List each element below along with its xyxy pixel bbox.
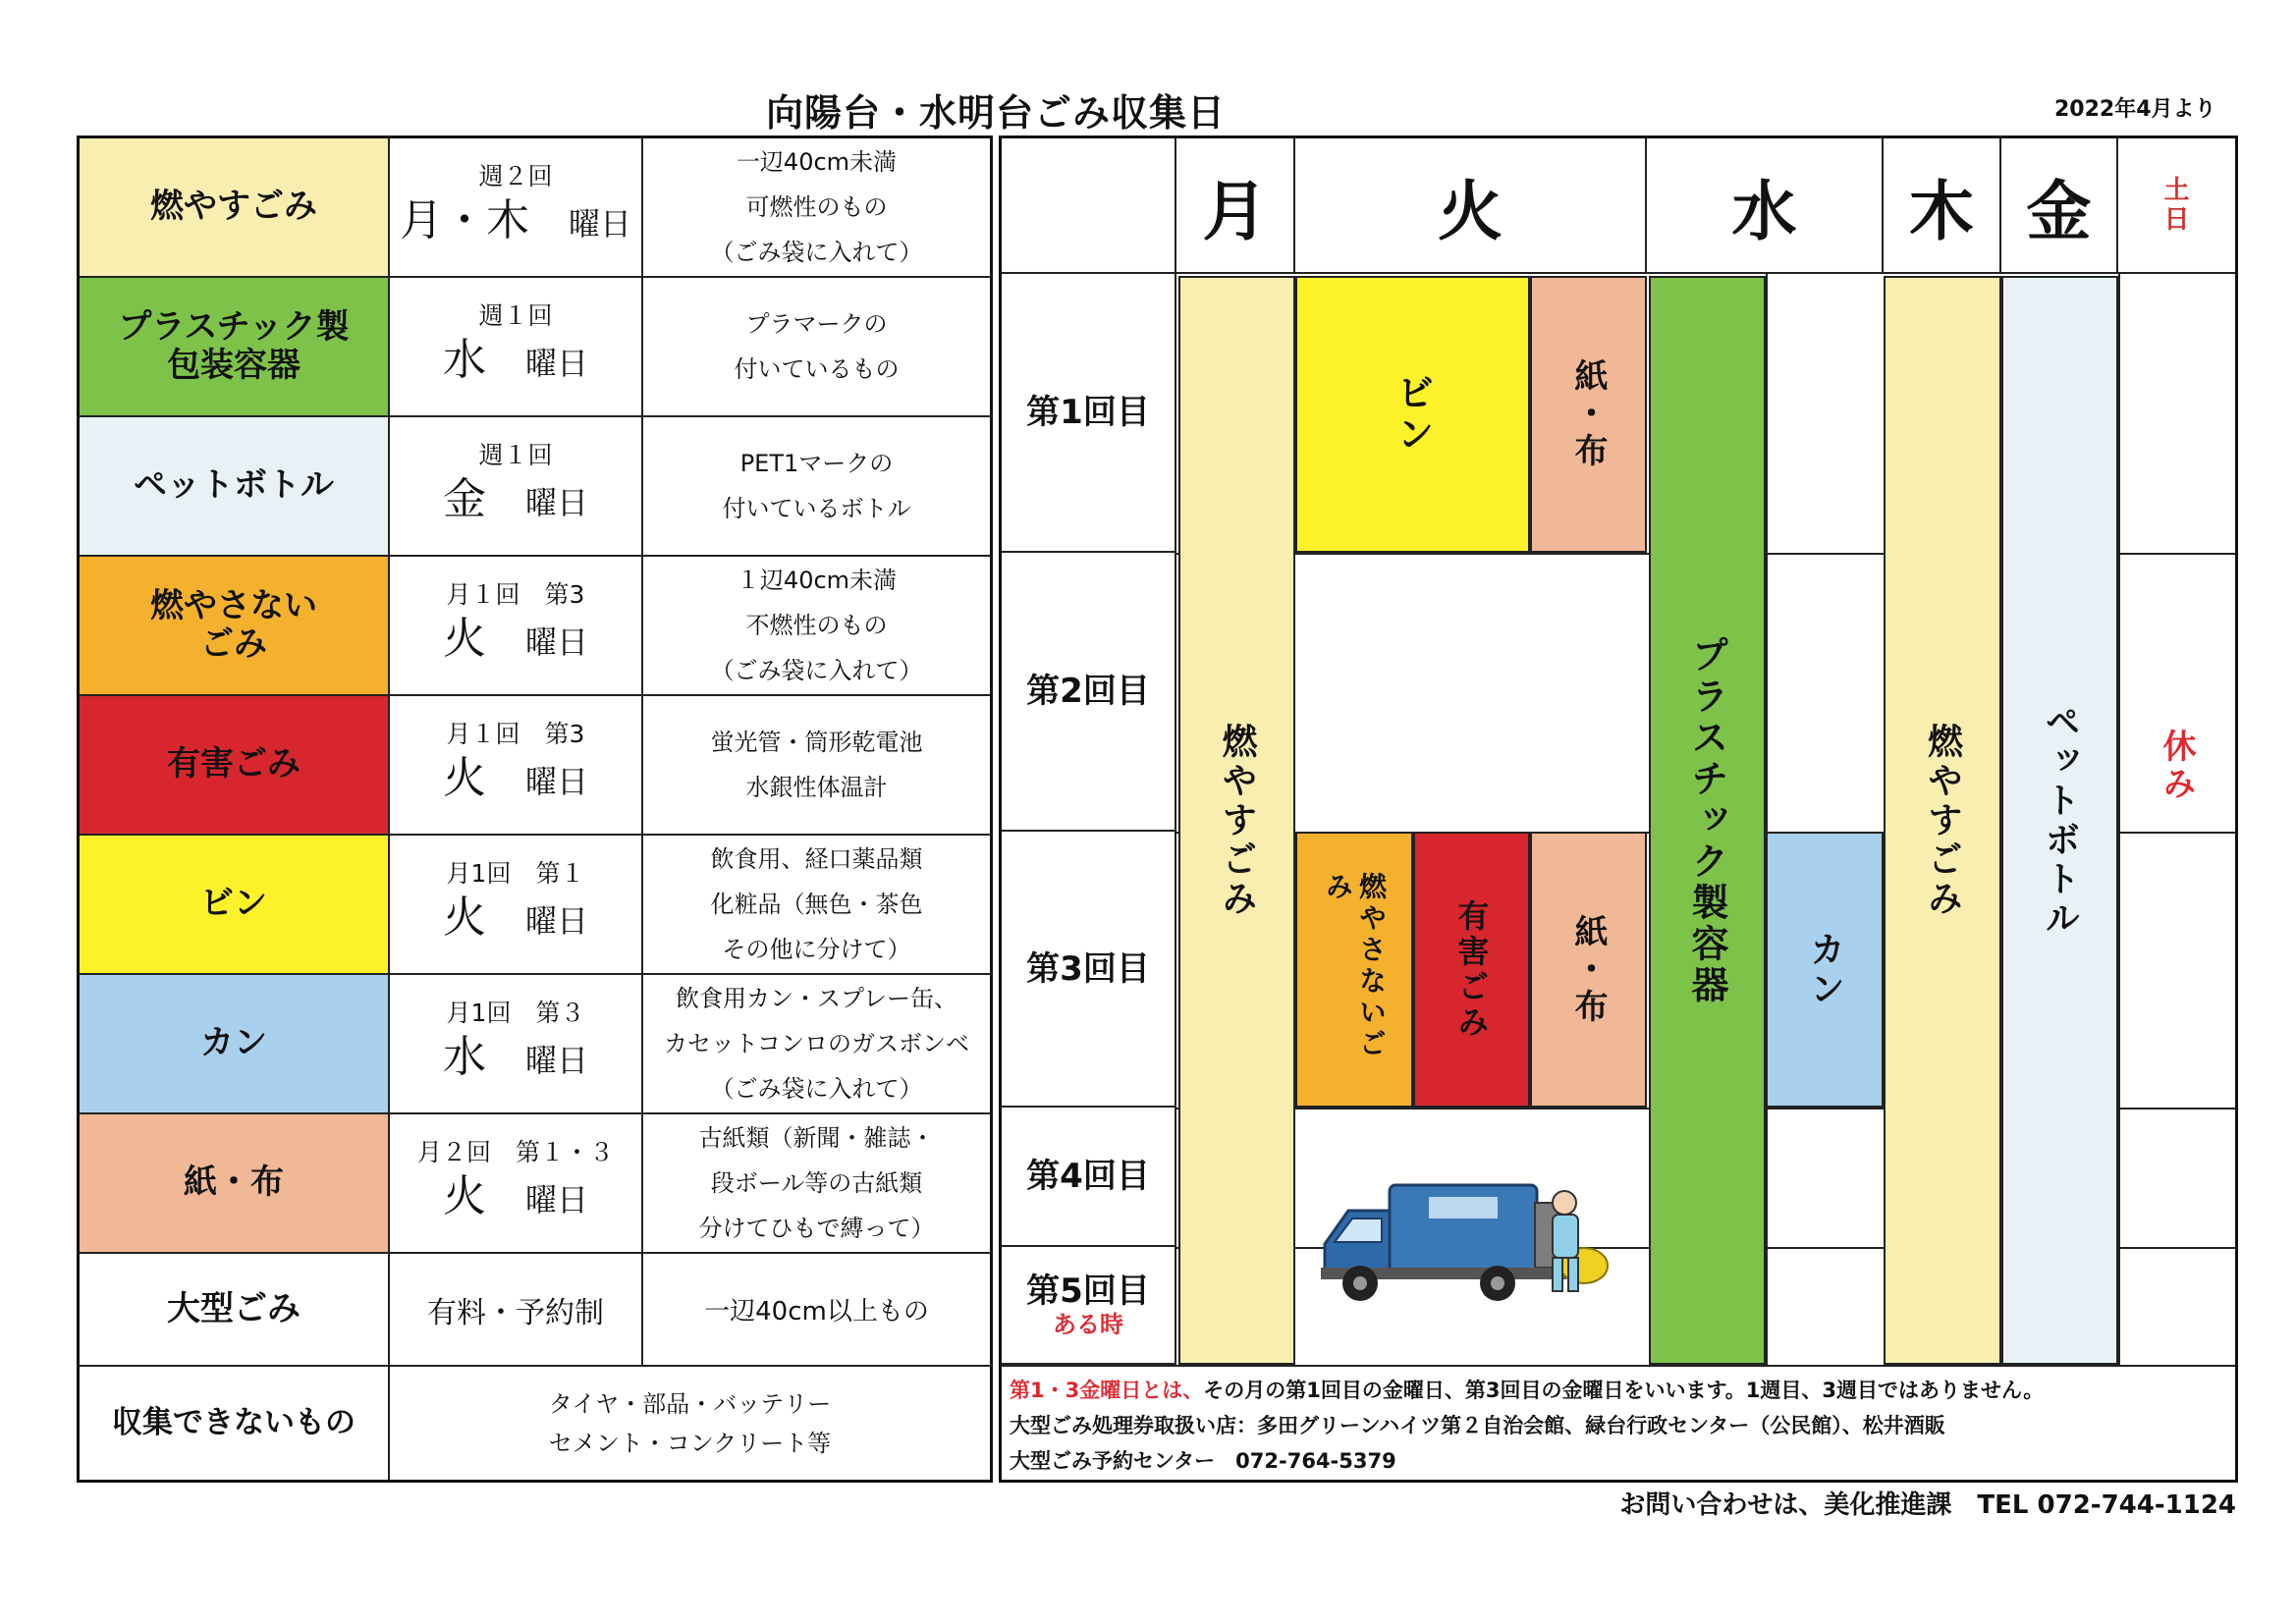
day-text: 火 bbox=[442, 1170, 486, 1221]
day-text: 金 bbox=[442, 473, 486, 524]
week-label-3 bbox=[1002, 832, 1176, 1108]
category-label: 紙・布 bbox=[184, 1163, 284, 1203]
day-text: 月・木 bbox=[399, 194, 529, 245]
ng-category-cell bbox=[80, 1367, 390, 1480]
note-line-1 bbox=[1010, 1373, 2227, 1408]
block-pet bbox=[2001, 276, 2118, 1365]
week-label-text: 第3回目 bbox=[1026, 948, 1150, 989]
block-label: プラスチック製容器 bbox=[1685, 634, 1728, 1006]
day-suffix: 曜日 bbox=[524, 1041, 588, 1079]
category-label: 燃やすごみ bbox=[150, 187, 317, 227]
note-text: その月の第1回目の金曜日、第3回目の金曜日をいいます。1週目、3週目ではありません。 bbox=[1203, 1379, 2045, 1402]
description-cell bbox=[643, 836, 990, 975]
day-header-wed: 水 bbox=[1647, 138, 1884, 274]
block-bin bbox=[1295, 276, 1530, 553]
frequency-text: 月１回 第3 bbox=[446, 579, 585, 609]
frequency-cell bbox=[390, 278, 643, 417]
day-suffix: 曜日 bbox=[524, 623, 588, 661]
frequency-cell bbox=[390, 138, 643, 278]
block-paper-week3 bbox=[1530, 832, 1647, 1108]
frequency-cell bbox=[390, 1114, 643, 1254]
collection-day bbox=[443, 749, 588, 811]
day-header-mon: 月 bbox=[1176, 138, 1295, 274]
contact-info: お問い合わせは、美化推進課 TEL 072-744-1124 bbox=[1619, 1490, 2236, 1520]
block-can bbox=[1766, 832, 1884, 1108]
day-header-sat: 土 bbox=[2163, 176, 2190, 205]
day-header-thu: 木 bbox=[1884, 138, 2001, 274]
notes-box bbox=[1002, 1365, 2235, 1480]
day-text: 火 bbox=[442, 613, 486, 664]
frequency-text: 月２回 第１・３ bbox=[416, 1137, 614, 1166]
effective-date: 2022年4月より bbox=[2054, 97, 2216, 122]
description-text: 飲食用、経口薬品類 化粧品（無色・茶色 その他に分けて） bbox=[710, 845, 923, 963]
collection-day bbox=[443, 470, 588, 532]
frequency-cell bbox=[390, 975, 643, 1114]
collection-day bbox=[400, 191, 631, 253]
day-suffix: 曜日 bbox=[524, 1180, 588, 1218]
ng-description-cell-text: タイヤ・部品・バッテリー セメント・コンクリート等 bbox=[548, 1389, 832, 1457]
frequency-cell bbox=[390, 557, 643, 696]
block-plastic bbox=[1649, 276, 1766, 1365]
collection-day bbox=[443, 610, 588, 672]
block-label: 有害ごみ bbox=[1452, 898, 1491, 1041]
block-thu-burnable bbox=[1884, 276, 2001, 1365]
block-label: 燃やすごみ bbox=[1217, 722, 1257, 919]
frequency-text: 月1回 第３ bbox=[446, 998, 585, 1027]
category-label: プラスチック製 包装容器 bbox=[118, 306, 350, 385]
day-text: 火 bbox=[442, 752, 486, 803]
page-title: 向陽台・水明台ごみ収集日 bbox=[766, 91, 1227, 135]
category-label: ビン bbox=[200, 884, 267, 924]
description-text: 飲食用カン・スプレー缶、 カセットコンロのガスボンベ （ごみ袋に入れて） bbox=[663, 985, 970, 1103]
ng-category-cell-text: 収集できないもの bbox=[112, 1404, 355, 1440]
category-cell bbox=[80, 278, 390, 417]
day-text: 水 bbox=[442, 1031, 486, 1082]
block-paper-week1 bbox=[1530, 276, 1647, 553]
category-cell bbox=[80, 696, 390, 836]
collection-day bbox=[443, 1028, 588, 1090]
block-hazardous bbox=[1413, 832, 1530, 1108]
block-label: 燃やさないごみ bbox=[1322, 871, 1388, 1060]
category-label: カン bbox=[200, 1023, 267, 1063]
note-line-3: 大型ごみ予約センター 072-764-5379 bbox=[1010, 1449, 1396, 1473]
frequency-text: 週２回 bbox=[478, 161, 553, 190]
day-suffix: 曜日 bbox=[524, 901, 588, 940]
description-text: 一辺40cm未満 可燃性のもの （ごみ袋に入れて） bbox=[710, 148, 923, 266]
week-label-4 bbox=[1002, 1108, 1176, 1247]
day-header-fri: 金 bbox=[2001, 138, 2118, 274]
day-suffix: 曜日 bbox=[524, 762, 588, 800]
block-label: カン bbox=[1804, 930, 1845, 1009]
day-header-tue: 火 bbox=[1295, 138, 1647, 274]
description-text: PET1マークの 付いているボトル bbox=[722, 450, 911, 522]
frequency-text: 月１回 第3 bbox=[446, 719, 585, 748]
category-cell bbox=[80, 138, 390, 278]
description-text: プラマークの 付いているもの bbox=[734, 310, 900, 383]
week-label-2 bbox=[1002, 553, 1176, 832]
frequency-text: 月1回 第１ bbox=[446, 858, 585, 888]
week-label-text: 第1回目 bbox=[1026, 393, 1150, 432]
block-label: 燃やすごみ bbox=[1922, 722, 1963, 919]
block-label: 休み bbox=[2157, 729, 2196, 803]
large-frequency-cell bbox=[390, 1254, 643, 1367]
description-cell bbox=[643, 278, 990, 417]
block-label: 紙・布 bbox=[1568, 358, 1608, 470]
category-cell bbox=[80, 975, 390, 1114]
collection-day bbox=[443, 331, 588, 393]
frequency-text: 週１回 bbox=[478, 300, 553, 330]
category-cell bbox=[80, 557, 390, 696]
description-text: 蛍光管・筒形乾電池 水銀性体温計 bbox=[710, 729, 923, 801]
ng-description-cell bbox=[390, 1367, 990, 1480]
note-line-2: 大型ごみ処理券取扱い店：多田グリーンハイツ第２自治会館、緑台行政センター（公民館）、松井酒販 bbox=[1010, 1414, 1945, 1437]
day-suffix: 曜日 bbox=[524, 344, 588, 382]
week-label-1 bbox=[1002, 274, 1176, 553]
collection-day bbox=[443, 1167, 588, 1229]
frequency-cell bbox=[390, 836, 643, 975]
block-mon-burnable bbox=[1178, 276, 1295, 1365]
description-text: 古紙類（新聞・雑誌・ 段ボール等の古紙類 分けてひもで縛って） bbox=[698, 1124, 935, 1242]
day-suffix: 曜日 bbox=[568, 204, 631, 243]
large-category-cell bbox=[80, 1254, 390, 1367]
calendar-corner bbox=[1002, 138, 1176, 274]
block-nonburnable bbox=[1295, 832, 1413, 1108]
note-highlight: 第1・3金曜日とは、 bbox=[1010, 1379, 1204, 1402]
grid-line bbox=[1766, 274, 1768, 1365]
block-label: 紙・布 bbox=[1568, 913, 1608, 1026]
description-cell bbox=[643, 696, 990, 836]
category-cell bbox=[80, 417, 390, 557]
frequency-cell bbox=[390, 417, 643, 557]
garbage-truck-illustration bbox=[1311, 1164, 1615, 1311]
large-description-cell-text: 一辺40cm以上もの bbox=[704, 1297, 929, 1326]
week-label-5 bbox=[1002, 1247, 1176, 1365]
category-label: 燃やさない ごみ bbox=[150, 585, 317, 664]
week-label-text: 第4回目 bbox=[1026, 1157, 1150, 1196]
frequency-text: 週１回 bbox=[478, 440, 553, 469]
block-label: ビン bbox=[1391, 373, 1434, 456]
day-text: 火 bbox=[442, 892, 486, 943]
week-label-text: 第2回目 bbox=[1026, 672, 1150, 711]
day-header-sun: 日 bbox=[2163, 205, 2190, 235]
week-label-text: 第5回目 bbox=[1026, 1272, 1150, 1311]
large-frequency-cell-text: 有料・予約制 bbox=[427, 1295, 604, 1330]
frequency-cell bbox=[390, 696, 643, 836]
large-description-cell bbox=[643, 1254, 990, 1367]
description-cell bbox=[643, 557, 990, 696]
description-cell bbox=[643, 975, 990, 1114]
category-cell bbox=[80, 1114, 390, 1254]
category-cell bbox=[80, 836, 390, 975]
block-rest bbox=[2118, 707, 2235, 825]
day-text: 水 bbox=[442, 334, 486, 385]
large-category-cell-text: 大型ごみ bbox=[167, 1288, 301, 1328]
category-label: 有害ごみ bbox=[167, 744, 301, 785]
description-cell bbox=[643, 1114, 990, 1254]
block-label: ペットボトル bbox=[2040, 702, 2080, 939]
description-cell bbox=[643, 138, 990, 278]
day-suffix: 曜日 bbox=[524, 483, 588, 521]
week5-note: ある時 bbox=[1053, 1311, 1123, 1338]
description-cell bbox=[643, 417, 990, 557]
day-header-weekend bbox=[2118, 138, 2235, 274]
category-label: ペットボトル bbox=[134, 465, 334, 506]
collection-day bbox=[443, 889, 588, 950]
description-text: １辺40cm未満 不燃性のもの （ごみ袋に入れて） bbox=[710, 567, 923, 684]
